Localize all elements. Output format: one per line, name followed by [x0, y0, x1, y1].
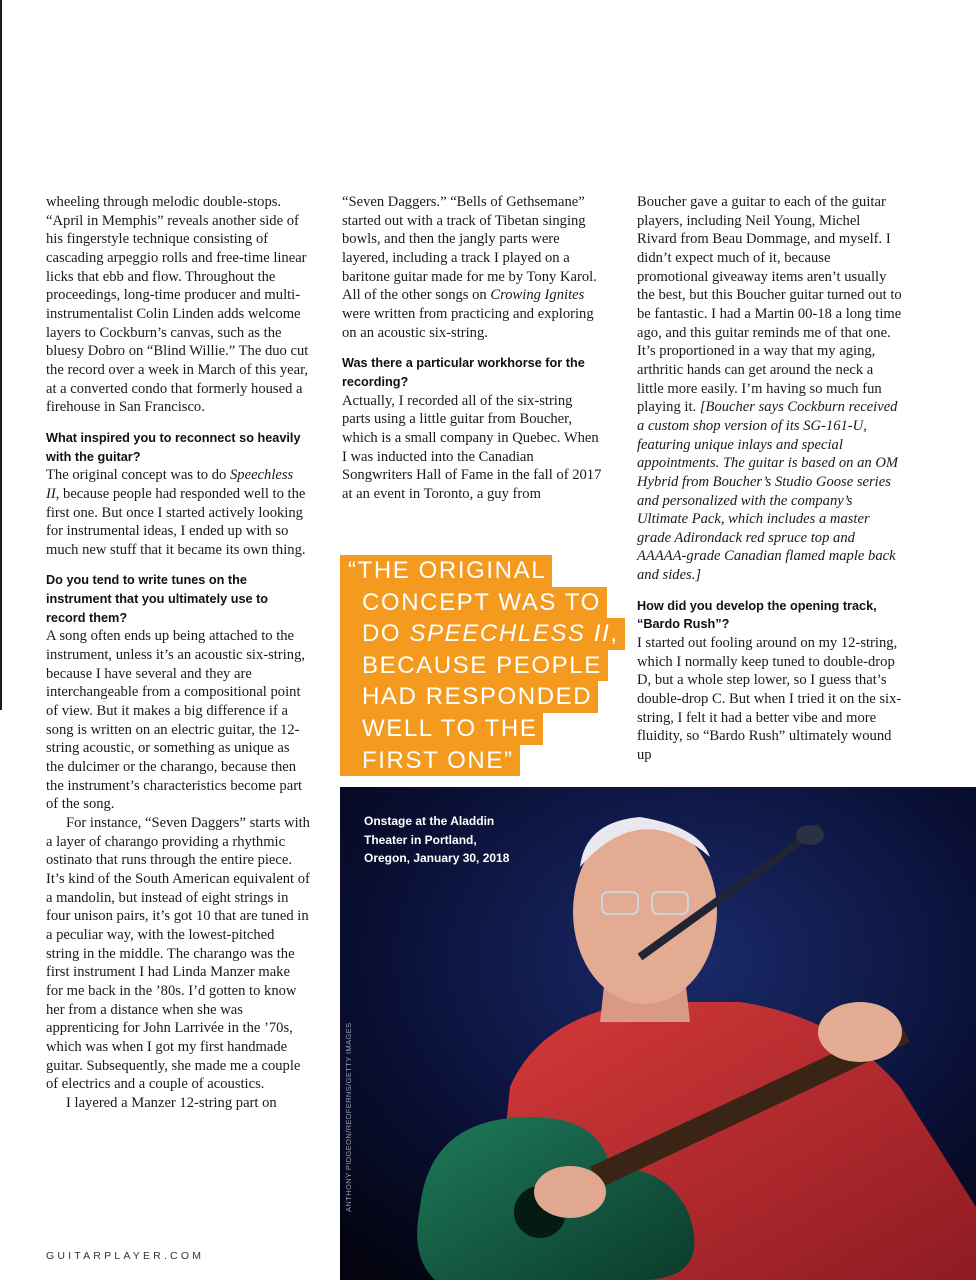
photo-caption: Onstage at the Aladdin Theater in Portland, Oregon, January 30, 2018 [364, 814, 510, 865]
paragraph [637, 193, 903, 585]
album-title: Crowing Ignites [490, 287, 585, 304]
paragraph: For instance, “Seven Daggers” starts with a layer of charango providing a rhythmic ostinato that runs through the entire piece. It’s kind of the South American equivalent of a mandolin, but instead of eight strings in four unison pairs, it’s got 10 that are tuned in a peculiar way, with the lowest-pitched string in the middle. The charango was the first instrument I had Linda Manzer make for me back in the ’80s. I’d gotten to know her from a distance when she was apprenticing for John Larrivée in the ’70s, which was when I got my first handmade guitar. Subsequently, she made me a couple of electrics and a couple of acoustics. [46, 815, 310, 1093]
paragraph: I started out fooling around on my 12-string, which I normally keep tuned to double-drop D, but a whole step lower, so I guess that’s double-drop C. But when I tried it on the six-string, I felt it had a better vibe and more fluidity, so “Bardo Rush” ultimately wound up [637, 635, 902, 764]
interview-question: Do you tend to write tunes on the instrument that you ultimately use to record them? [46, 573, 269, 625]
text: “Seven Daggers.” “Bells of Gethsemane” started out with a track of Tibetan singing bowls, and then the jangly parts were layered, including a track I played on a baritone guitar made for me by Tony Karol. All of the other songs on [342, 194, 597, 304]
text: were written from practicing and exploring on an acoustic six-string. [342, 305, 594, 341]
page-edge-rule [0, 0, 2, 710]
pull-quote-line: CONCEPT WAS TO [340, 587, 607, 619]
paragraph: wheeling through melodic double-stops. “April in Memphis” reveals another side of his fingerstyle technique consisting of cascading arpeggio rolls and free-time linear licks that ebb and flow. Throughout the proceedings, long-time producer and multi-instrumentalist Colin Linden adds welcome layers to Cockburn’s canvas, such as the bluesy Dobro on “Blind Willie.” The duo cut the record over a week in March of this year, at a converted condo that formerly housed a firehouse in San Francisco. [46, 194, 309, 416]
photo-credit: ANTHONY PIDGEON/REDFERNS/GETTY IMAGES [344, 1022, 353, 1212]
pull-quote-line [340, 618, 625, 650]
album-title: SPEECHLESS II [409, 620, 611, 648]
article-column-1 [46, 193, 310, 1113]
paragraph [342, 193, 604, 342]
text: , because people had responded well to the first one. But once I started actively looking for instrumental ideas, I ended up with so much new stuff that it became its own thing. [46, 485, 306, 558]
text: , [610, 620, 619, 648]
pull-quote-line: BECAUSE PEOPLE [340, 650, 608, 682]
text: DO [362, 620, 410, 648]
text: Boucher gave a guitar to each of the guitar players, including Neil Young, Michel Rivard from Beau Dommage, and myself. I didn’t expect much of it, because promotional giveaway items aren’t usually the best, but this Boucher guitar turned out to be fantastic. I had a Martin 00-18 a long time ago, and this guitar reminds me of that one. It’s proportioned in a way that my aging, arthritic hands can get around the neck a little more easily. I’m having so much fun playing it. [637, 194, 902, 416]
concert-photo [340, 787, 976, 1280]
paragraph [46, 466, 310, 559]
interview-question: Was there a particular workhorse for the recording? [342, 356, 585, 389]
interview-question: How did you develop the opening track, “Bardo Rush”? [637, 598, 877, 632]
article-column-2 [342, 193, 604, 504]
footer-site-name: GUITARPLAYER.COM [46, 1250, 205, 1262]
pull-quote-line: “THE ORIGINAL [340, 555, 552, 587]
interview-question: What inspired you to reconnect so heavily with the guitar? [46, 430, 301, 464]
pull-quote [340, 555, 630, 776]
text: The original concept was to do [46, 467, 230, 484]
paragraph: Actually, I recorded all of the six-string parts using a little guitar from Boucher, which is a small company in Quebec. When I was inducted into the Canadian Songwriters Hall of Fame in the fall of 2017 at an event in Toronto, a guy from [342, 392, 602, 502]
editor-note: [Boucher says Cockburn received a custom shop version of its SG-161-U, featuring unique inlays and special appointments. The guitar is based on an OM Hybrid from Boucher’s Studio Goose series and personalized with the company’s Ultimate Pack, which includes a master grade Adirondack red spruce top and AAAAA-grade Canadian flamed maple back and sides.] [637, 399, 899, 584]
paragraph: I layered a Manzer 12-string part on [66, 1094, 277, 1111]
paragraph: A song often ends up being attached to the instrument, unless it’s an acoustic six-string, because I have several and they are interchangeable from a compositional point of view. But it makes a big difference if a song is written on an electric guitar, the 12-string acoustic, or something as unique as the dulcimer or the charango, because then the instrument’s characteristics become part of the song. [46, 628, 306, 813]
album-title: Speechless II [46, 467, 294, 502]
article-column-3 [637, 193, 903, 765]
pull-quote-line: HAD RESPONDED [340, 681, 598, 713]
pull-quote-line: WELL TO THE [340, 713, 543, 745]
pull-quote-line: FIRST ONE” [340, 745, 520, 777]
